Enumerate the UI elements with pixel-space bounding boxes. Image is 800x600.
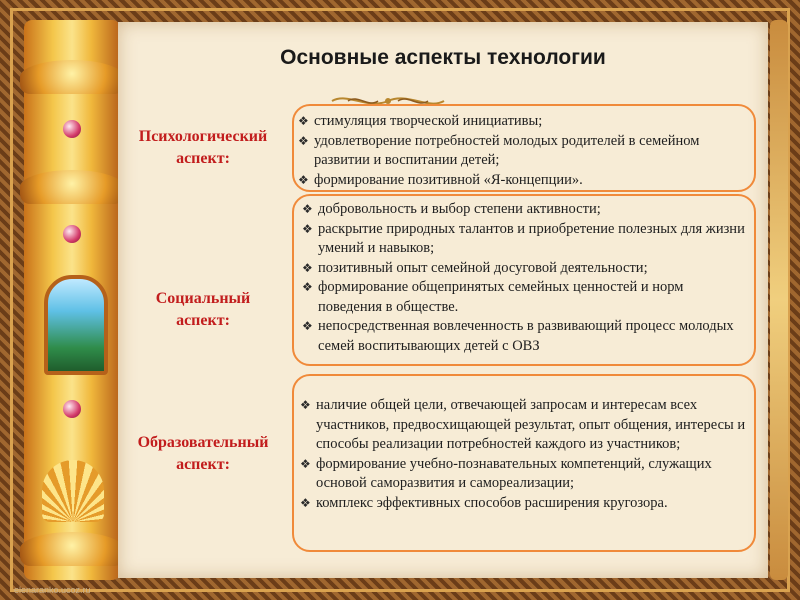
list-item: ❖ непосредственная вовлеченность в развивающий процесс молодых семей воспитывающих детей с ОВЗ (302, 318, 734, 354)
aspect-label-social (118, 288, 288, 332)
watermark: elenaranko.ucoz.ru (14, 585, 91, 595)
list-item: ❖ формирование общепринятых семейных ценностей и норм поведения в обществе. (302, 279, 684, 315)
aspect-box-educational (292, 374, 756, 552)
diamond-bullet-icon: ❖ (302, 202, 313, 216)
diamond-bullet-icon: ❖ (300, 398, 311, 412)
aspect-subtitle: аспект: (176, 312, 230, 329)
diamond-bullet-icon: ❖ (302, 221, 313, 236)
decorative-column (24, 20, 120, 580)
aspect-subtitle: аспект: (176, 150, 230, 167)
diamond-bullet-icon: ❖ (300, 495, 311, 510)
gem-icon (63, 400, 81, 418)
list-item: ❖ удовлетворение потребностей молодых родителей в семейном развитии и воспитании детей; (298, 132, 700, 168)
aspect-title: Социальный (155, 290, 251, 307)
diamond-bullet-icon: ❖ (298, 172, 309, 187)
aquarium-window (44, 275, 108, 375)
gem-icon (63, 225, 81, 243)
diamond-bullet-icon: ❖ (302, 280, 313, 294)
content-panel (118, 22, 768, 578)
aspect-box-psychological (292, 104, 756, 192)
list-item: ❖ комплекс эффективных способов расширения кругозора. (300, 494, 746, 514)
aspect-label-educational (118, 432, 288, 476)
list-item: ❖ стимуляция творческой инициативы; (298, 112, 746, 132)
column-capital-middle (20, 170, 124, 204)
aspect-box-social (292, 194, 756, 366)
diamond-bullet-icon: ❖ (302, 319, 313, 333)
gem-icon (63, 120, 81, 138)
aspect-label-psychological (118, 126, 288, 170)
column-base (20, 532, 124, 566)
list-item: ❖ позитивный опыт семейной досуговой деятельности; (302, 259, 746, 279)
list-item: ❖ формирование учебно-познавательных компетенций, служащих основой саморазвития и самореализации; (300, 455, 712, 491)
aspect-subtitle: аспект: (176, 456, 230, 473)
slide-title: Основные аспекты технологии (280, 46, 606, 69)
list-item: ❖ добровольность и выбор степени активности; (302, 200, 746, 220)
diamond-bullet-icon: ❖ (298, 133, 309, 148)
list-item: ❖ раскрытие природных талантов и приобретение полезных для жизни умений и навыков; (302, 220, 745, 256)
aspect-title: Психологический (138, 128, 268, 145)
diamond-bullet-icon: ❖ (302, 260, 313, 275)
list-item: ❖ наличие общей цели, отвечающей запросам и интересам всех участников, предвосхищающей результат, опыт общения, интересы и способы реализации потребностей каждого из участников; (300, 397, 746, 452)
diamond-bullet-icon: ❖ (300, 456, 311, 471)
list-item: ❖ формирование позитивной «Я-концепции». (298, 171, 746, 191)
diamond-bullet-icon: ❖ (298, 114, 309, 128)
aspect-title: Образовательный (137, 434, 269, 451)
decorative-strip-right (770, 20, 788, 580)
column-capital-top (20, 60, 124, 94)
seashell-icon (42, 460, 104, 522)
